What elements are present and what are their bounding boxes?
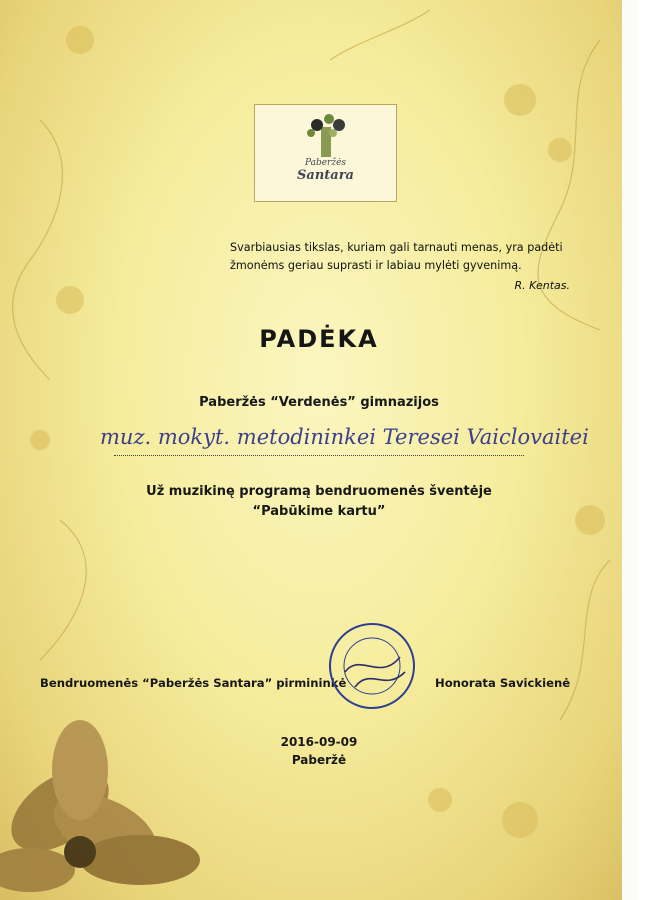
quote-text: Svarbiausias tikslas, kuriam gali tarnauti menas, yra padėti žmonėms geriau suprasti ir labiau mylėti gyvenimą. [230,241,563,272]
tree-logo-icon [255,105,396,165]
signatory-name: Honorata Savickienė [435,676,571,690]
logo [254,104,397,202]
recipient-name-handwritten: muz. mokyt. metodininkei Teresei Vaiclovaitei [100,425,589,449]
logo-text-line1: Paberžės [304,158,347,168]
signatory-title: Bendruomenės “Paberžės Santara” pirmininkė [40,676,347,690]
date: 2016-09-09 [280,735,358,749]
reason-text [0,482,638,522]
dotted-line [114,455,524,456]
quote-author: R. Kentas. [514,279,570,292]
recipient-institution: Paberžės “Verdenės” gimnazijos [199,395,439,410]
page-title: PADĖKA [259,325,379,353]
official-stamp-icon [325,612,419,720]
logo-text-line2: Santara [297,168,354,183]
place: Paberžė [291,753,347,767]
reason-line1: Už muzikinę programą bendruomenės šventėje [146,484,492,499]
footer [0,733,638,769]
reason-line2: “Pabūkime kartu” [252,504,386,519]
